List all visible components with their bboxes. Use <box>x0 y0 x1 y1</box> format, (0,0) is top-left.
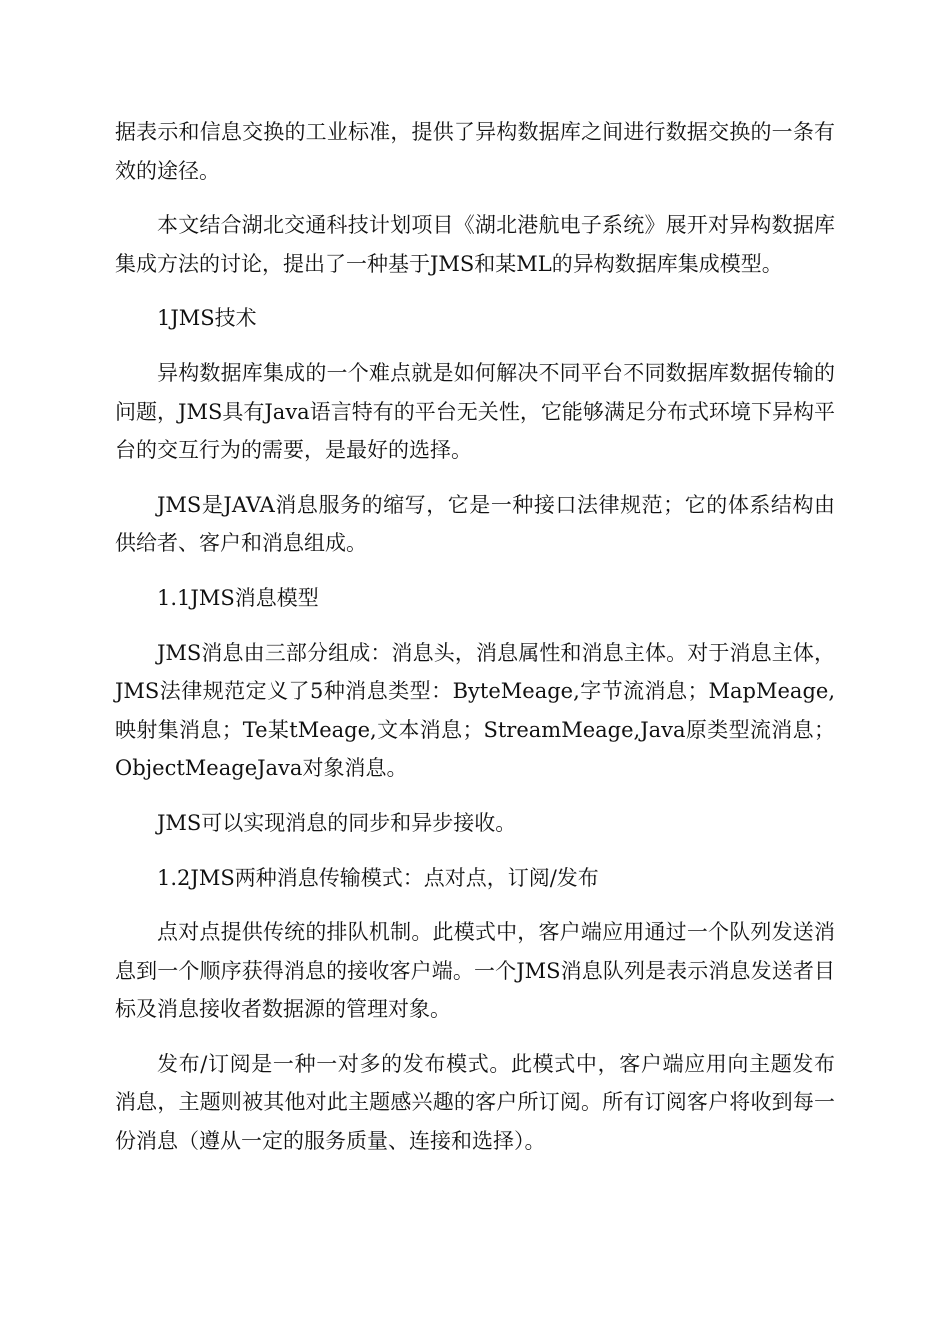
paragraph-point-to-point: 点对点提供传统的排队机制。此模式中，客户端应用通过一个队列发送消息到一个顺序获得消息的接收客户端。一个JMS消息队列是表示消息发送者目标及消息接收者数据源的管理对象。 <box>115 920 835 1022</box>
paragraph-jms-definition: JMS是JAVA消息服务的缩写，它是一种接口法律规范；它的体系结构由供给者、客户和消息组成。 <box>115 492 835 556</box>
section-heading-transport-modes: 1.2JMS两种消息传输模式：点对点，订阅/发布 <box>157 865 599 890</box>
paragraph-message-types: JMS消息由三部分组成：消息头，消息属性和消息主体。对于消息主体，JMS法律规范定义了5种消息类型：ByteMeage,字节流消息；MapMeage,映射集消息；Te某tMeage,文本消息；StreamMeage,Java原类型流消息；ObjectMeageJava对象消息。 <box>115 640 835 781</box>
section-heading-jms: 1JMS技术 <box>157 306 257 331</box>
document-body <box>115 113 835 1177</box>
paragraph-intro: 本文结合湖北交通科技计划项目《湖北港航电子系统》展开对异构数据库集成方法的讨论，提出了一种基于JMS和某ML的异构数据库集成模型。 <box>115 213 835 276</box>
paragraph-continuation: 据表示和信息交换的工业标准，提供了异构数据库之间进行数据交换的一条有效的途径。 <box>115 120 835 183</box>
paragraph-sync-async: JMS可以实现消息的同步和异步接收。 <box>157 810 517 835</box>
paragraph-jms-platform: 异构数据库集成的一个难点就是如何解决不同平台不同数据库数据传输的问题，JMS具有Java语言特有的平台无关性，它能够满足分布式环境下异构平台的交互行为的需要，是最好的选择。 <box>115 360 835 463</box>
paragraph-publish-subscribe: 发布/订阅是一种一对多的发布模式。此模式中，客户端应用向主题发布消息，主题则被其他对此主题感兴趣的客户所订阅。所有订阅客户将收到每一份消息（遵从一定的服务质量、连接和选择）。 <box>115 1051 835 1154</box>
section-heading-message-model: 1.1JMS消息模型 <box>157 585 319 610</box>
